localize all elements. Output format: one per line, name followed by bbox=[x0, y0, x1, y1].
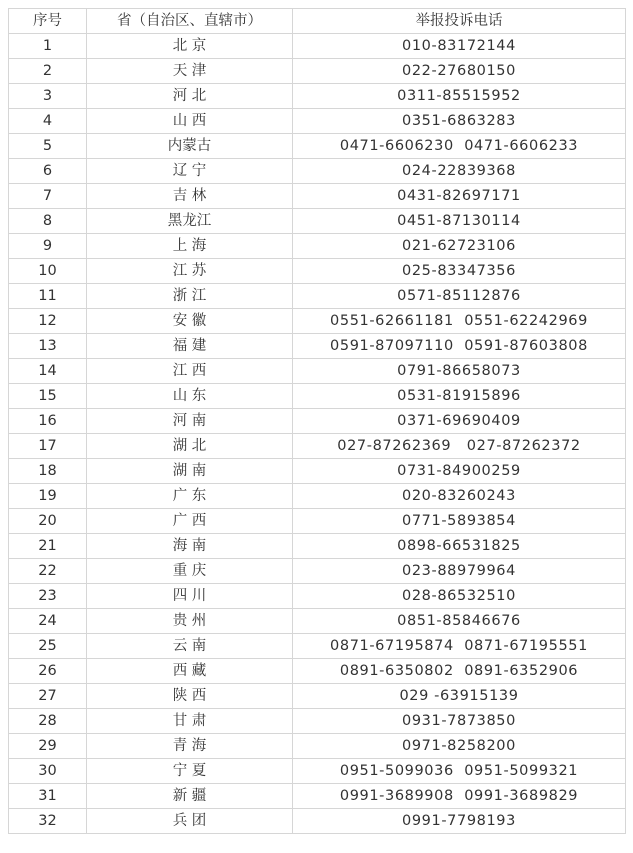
phone-cell: 0451-87130114 bbox=[293, 209, 626, 234]
phone-cell: 010-83172144 bbox=[293, 34, 626, 59]
region-cell: 吉 林 bbox=[87, 184, 293, 209]
row-number-cell: 16 bbox=[9, 409, 87, 434]
table-row bbox=[9, 509, 626, 534]
table-row bbox=[9, 434, 626, 459]
region-cell: 广 西 bbox=[87, 509, 293, 534]
row-number-cell: 9 bbox=[9, 234, 87, 259]
table-row bbox=[9, 634, 626, 659]
region-cell: 西 藏 bbox=[87, 659, 293, 684]
region-cell: 湖 北 bbox=[87, 434, 293, 459]
region-cell: 北 京 bbox=[87, 34, 293, 59]
table-row bbox=[9, 484, 626, 509]
row-number-cell: 12 bbox=[9, 309, 87, 334]
phone-cell: 0991-7798193 bbox=[293, 809, 626, 834]
phone-cell: 0351-6863283 bbox=[293, 109, 626, 134]
region-cell: 黑龙江 bbox=[87, 209, 293, 234]
table-row bbox=[9, 184, 626, 209]
region-cell: 内蒙古 bbox=[87, 134, 293, 159]
region-cell: 山 西 bbox=[87, 109, 293, 134]
table-row bbox=[9, 134, 626, 159]
row-number-cell: 2 bbox=[9, 59, 87, 84]
table-row bbox=[9, 784, 626, 809]
region-cell: 河 南 bbox=[87, 409, 293, 434]
region-cell: 海 南 bbox=[87, 534, 293, 559]
table-row bbox=[9, 209, 626, 234]
row-number-cell: 6 bbox=[9, 159, 87, 184]
row-number-cell: 21 bbox=[9, 534, 87, 559]
region-cell: 广 东 bbox=[87, 484, 293, 509]
table-row bbox=[9, 709, 626, 734]
phone-cell: 0731-84900259 bbox=[293, 459, 626, 484]
row-number-cell: 5 bbox=[9, 134, 87, 159]
region-cell: 山 东 bbox=[87, 384, 293, 409]
row-number-cell: 25 bbox=[9, 634, 87, 659]
phone-cell: 022-27680150 bbox=[293, 59, 626, 84]
header-phone: 举报投诉电话 bbox=[293, 9, 626, 34]
region-cell: 安 徽 bbox=[87, 309, 293, 334]
table-row bbox=[9, 659, 626, 684]
table-row bbox=[9, 309, 626, 334]
row-number-cell: 30 bbox=[9, 759, 87, 784]
row-number-cell: 23 bbox=[9, 584, 87, 609]
table-row bbox=[9, 809, 626, 834]
phone-cell: 0551-62661181 0551-62242969 bbox=[293, 309, 626, 334]
phone-cell: 0931-7873850 bbox=[293, 709, 626, 734]
row-number-cell: 7 bbox=[9, 184, 87, 209]
table-row bbox=[9, 759, 626, 784]
row-number-cell: 11 bbox=[9, 284, 87, 309]
region-cell: 兵 团 bbox=[87, 809, 293, 834]
table-row bbox=[9, 259, 626, 284]
row-number-cell: 1 bbox=[9, 34, 87, 59]
table-row bbox=[9, 334, 626, 359]
table-row bbox=[9, 359, 626, 384]
phone-cell: 029 -63915139 bbox=[293, 684, 626, 709]
region-cell: 辽 宁 bbox=[87, 159, 293, 184]
table-row bbox=[9, 234, 626, 259]
table-row bbox=[9, 34, 626, 59]
row-number-cell: 29 bbox=[9, 734, 87, 759]
region-cell: 天 津 bbox=[87, 59, 293, 84]
region-cell: 云 南 bbox=[87, 634, 293, 659]
region-cell: 贵 州 bbox=[87, 609, 293, 634]
header-no: 序号 bbox=[9, 9, 87, 34]
phone-cell: 0891-6350802 0891-6352906 bbox=[293, 659, 626, 684]
phone-cell: 0851-85846676 bbox=[293, 609, 626, 634]
region-cell: 重 庆 bbox=[87, 559, 293, 584]
region-cell: 甘 肃 bbox=[87, 709, 293, 734]
region-cell: 浙 江 bbox=[87, 284, 293, 309]
region-cell: 河 北 bbox=[87, 84, 293, 109]
table-row bbox=[9, 159, 626, 184]
table-row bbox=[9, 84, 626, 109]
row-number-cell: 26 bbox=[9, 659, 87, 684]
region-cell: 四 川 bbox=[87, 584, 293, 609]
phone-cell: 020-83260243 bbox=[293, 484, 626, 509]
phone-cell: 0951-5099036 0951-5099321 bbox=[293, 759, 626, 784]
phone-cell: 0591-87097110 0591-87603808 bbox=[293, 334, 626, 359]
phone-cell: 0991-3689908 0991-3689829 bbox=[293, 784, 626, 809]
phone-cell: 0311-85515952 bbox=[293, 84, 626, 109]
region-cell: 青 海 bbox=[87, 734, 293, 759]
header-row bbox=[9, 9, 626, 34]
row-number-cell: 18 bbox=[9, 459, 87, 484]
phone-cell: 0531-81915896 bbox=[293, 384, 626, 409]
row-number-cell: 17 bbox=[9, 434, 87, 459]
phone-cell: 0571-85112876 bbox=[293, 284, 626, 309]
row-number-cell: 27 bbox=[9, 684, 87, 709]
phone-cell: 024-22839368 bbox=[293, 159, 626, 184]
row-number-cell: 20 bbox=[9, 509, 87, 534]
table-row bbox=[9, 384, 626, 409]
row-number-cell: 19 bbox=[9, 484, 87, 509]
table-row bbox=[9, 284, 626, 309]
table-row bbox=[9, 534, 626, 559]
region-cell: 江 西 bbox=[87, 359, 293, 384]
table-row bbox=[9, 409, 626, 434]
phone-cell: 0971-8258200 bbox=[293, 734, 626, 759]
row-number-cell: 14 bbox=[9, 359, 87, 384]
phone-cell: 0791-86658073 bbox=[293, 359, 626, 384]
region-cell: 宁 夏 bbox=[87, 759, 293, 784]
phone-cell: 0471-6606230 0471-6606233 bbox=[293, 134, 626, 159]
row-number-cell: 24 bbox=[9, 609, 87, 634]
phone-cell: 023-88979964 bbox=[293, 559, 626, 584]
page-container bbox=[8, 8, 626, 834]
phone-cell: 0371-69690409 bbox=[293, 409, 626, 434]
row-number-cell: 13 bbox=[9, 334, 87, 359]
table-row bbox=[9, 459, 626, 484]
hotline-table bbox=[8, 8, 626, 834]
phone-cell: 0871-67195874 0871-67195551 bbox=[293, 634, 626, 659]
row-number-cell: 10 bbox=[9, 259, 87, 284]
phone-cell: 028-86532510 bbox=[293, 584, 626, 609]
phone-cell: 021-62723106 bbox=[293, 234, 626, 259]
row-number-cell: 15 bbox=[9, 384, 87, 409]
region-cell: 江 苏 bbox=[87, 259, 293, 284]
phone-cell: 0771-5893854 bbox=[293, 509, 626, 534]
region-cell: 上 海 bbox=[87, 234, 293, 259]
row-number-cell: 32 bbox=[9, 809, 87, 834]
row-number-cell: 22 bbox=[9, 559, 87, 584]
region-cell: 陕 西 bbox=[87, 684, 293, 709]
table-row bbox=[9, 734, 626, 759]
row-number-cell: 3 bbox=[9, 84, 87, 109]
row-number-cell: 28 bbox=[9, 709, 87, 734]
phone-cell: 025-83347356 bbox=[293, 259, 626, 284]
region-cell: 湖 南 bbox=[87, 459, 293, 484]
table-row bbox=[9, 109, 626, 134]
table-row bbox=[9, 559, 626, 584]
table-row bbox=[9, 59, 626, 84]
row-number-cell: 4 bbox=[9, 109, 87, 134]
table-row bbox=[9, 584, 626, 609]
table-row bbox=[9, 684, 626, 709]
row-number-cell: 8 bbox=[9, 209, 87, 234]
phone-cell: 027-87262369 027-87262372 bbox=[293, 434, 626, 459]
phone-cell: 0898-66531825 bbox=[293, 534, 626, 559]
header-region: 省（自治区、直辖市） bbox=[87, 9, 293, 34]
region-cell: 新 疆 bbox=[87, 784, 293, 809]
region-cell: 福 建 bbox=[87, 334, 293, 359]
phone-cell: 0431-82697171 bbox=[293, 184, 626, 209]
row-number-cell: 31 bbox=[9, 784, 87, 809]
table-row bbox=[9, 609, 626, 634]
table-body bbox=[9, 34, 626, 834]
